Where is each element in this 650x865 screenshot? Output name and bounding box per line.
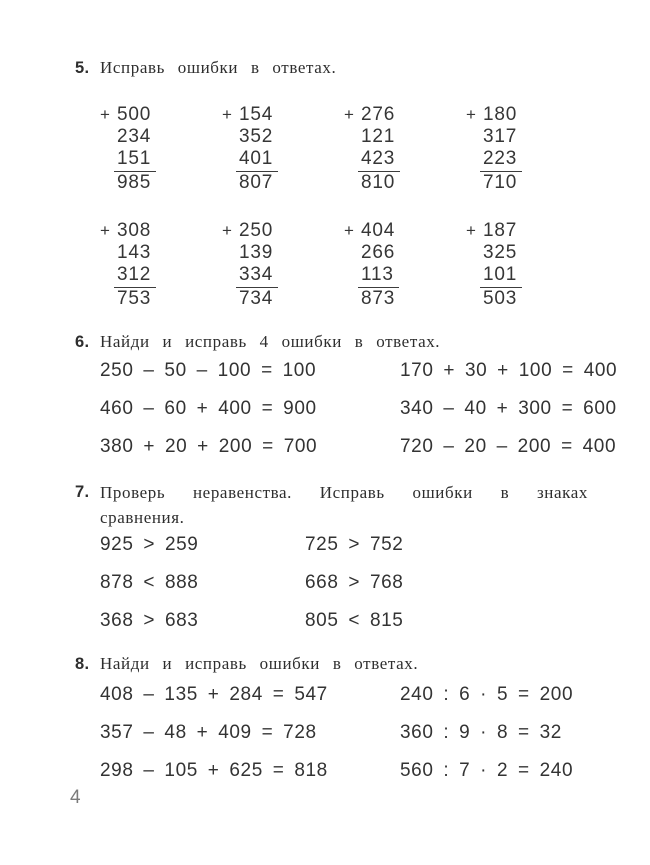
inequality: 725 > 752 [305,534,404,555]
addend-1: 308 [117,220,152,241]
equation: 360 : 9 · 8 = 32 [400,722,562,743]
inequality: 805 < 815 [305,610,404,631]
addition-problem [222,220,344,310]
addend-3: 101 [480,264,522,288]
inequality: 668 > 768 [305,572,404,593]
addition-problem [344,220,466,310]
equation: 560 : 7 · 2 = 240 [400,760,574,781]
equation: 720 – 20 – 200 = 400 [400,436,617,457]
addend-2: 325 [483,242,518,263]
equation: 357 – 48 + 409 = 728 [100,722,317,743]
exercise-5-number: 5. [75,59,90,77]
exercise-6-equations [100,360,618,458]
addend-2: 234 [117,126,152,147]
sum-value: 753 [117,288,152,309]
plus-sign: + [466,221,476,240]
addend-2: 317 [483,126,518,147]
addend-3: 223 [480,148,522,172]
exercise-7-inequalities [100,534,588,632]
addend-1: 250 [239,220,274,241]
sum-value: 810 [361,172,396,193]
exercise-8-equations [100,684,588,782]
addition-problem [344,104,466,194]
equation: 340 – 40 + 300 = 600 [400,398,617,419]
equation-row [100,398,617,420]
equation: 250 – 50 – 100 = 100 [100,360,317,381]
addend-2: 352 [239,126,274,147]
inequality: 925 > 259 [100,534,199,555]
addition-problem [100,104,222,194]
exercise-7-instruction [100,480,588,530]
addend-1: 187 [483,220,518,241]
addend-1: 180 [483,104,518,125]
inequality: 368 > 683 [100,610,199,631]
equation: 298 – 105 + 625 = 818 [100,760,328,781]
addition-problem [466,220,588,310]
plus-sign: + [100,105,110,124]
inequality-row [100,572,588,594]
exercise-7-heading [75,480,588,530]
plus-sign: + [466,105,476,124]
addition-problems-row-1 [100,104,588,194]
addend-1: 500 [117,104,152,125]
sum-value: 873 [361,288,396,309]
exercise-8-number: 8. [75,655,90,673]
exercise-7-number: 7. [75,483,90,501]
plus-sign: + [222,105,232,124]
addend-2: 121 [361,126,396,147]
plus-sign: + [100,221,110,240]
addend-3: 334 [236,264,278,288]
addend-2: 266 [361,242,396,263]
exercise-6-heading [75,330,588,354]
equation-row [100,360,618,382]
exercise-6-instruction: Найди и исправь 4 ошибки в ответах. [100,332,441,351]
equation: 408 – 135 + 284 = 547 [100,684,328,705]
addend-3: 401 [236,148,278,172]
instruction-line: сравнения. [100,508,185,527]
sum-value: 503 [483,288,518,309]
addition-problem [222,104,344,194]
instruction-line: Проверь неравенства. Исправь ошибки в знаках [100,483,588,502]
exercise-8-heading [75,652,588,676]
addend-1: 404 [361,220,396,241]
equation: 240 : 6 · 5 = 200 [400,684,574,705]
equation-row [100,760,588,782]
addend-2: 139 [239,242,274,263]
equation-row [100,722,588,744]
inequality: 878 < 888 [100,572,199,593]
equation: 380 + 20 + 200 = 700 [100,436,318,457]
exercise-8-instruction: Найди и исправь ошибки в ответах. [100,654,419,673]
inequality-row [100,610,588,632]
exercise-6-number: 6. [75,333,90,351]
equation: 170 + 30 + 100 = 400 [400,360,618,381]
equation: 460 – 60 + 400 = 900 [100,398,317,419]
page-number: 4 [70,787,81,808]
equation-row [100,684,588,706]
plus-sign: + [344,221,354,240]
page-content [75,56,618,782]
sum-value: 985 [117,172,152,193]
plus-sign: + [222,221,232,240]
sum-value: 734 [239,288,274,309]
addend-3: 312 [114,264,156,288]
addend-2: 143 [117,242,152,263]
addition-problem [100,220,222,310]
equation-row [100,436,617,458]
addition-problems-row-2 [100,220,588,310]
addend-3: 423 [358,148,400,172]
addend-3: 151 [114,148,156,172]
addend-1: 276 [361,104,396,125]
sum-value: 710 [483,172,518,193]
exercise-5-heading [75,56,588,80]
sum-value: 807 [239,172,274,193]
exercise-5-instruction: Исправь ошибки в ответах. [100,58,337,77]
inequality-row [100,534,588,556]
addition-problem [466,104,588,194]
addend-3: 113 [358,264,399,288]
plus-sign: + [344,105,354,124]
addend-1: 154 [239,104,274,125]
